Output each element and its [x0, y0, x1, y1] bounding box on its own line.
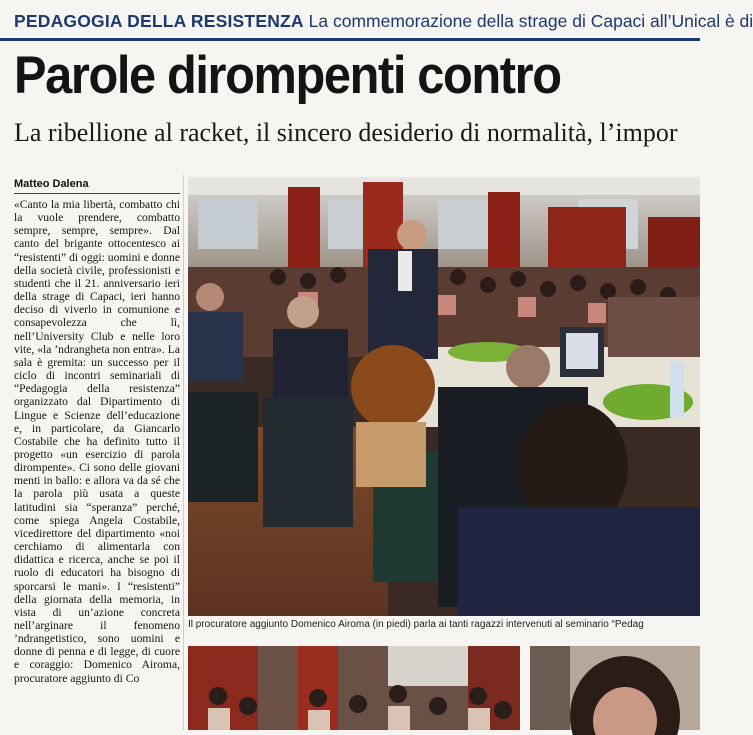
headline: Parole dirompenti contro	[14, 46, 561, 105]
column-divider	[183, 175, 184, 730]
kicker-line	[14, 8, 753, 34]
kicker-topic: La commemorazione della strage di Capaci all’Unical è di	[308, 11, 753, 31]
main-photo	[188, 177, 700, 616]
secondary-photo-students	[188, 646, 520, 730]
section-tag: PEDAGOGIA DELLA RESISTENZA	[14, 11, 304, 31]
secondary-photo-portrait	[530, 646, 700, 730]
byline: Matteo Dalena	[14, 178, 180, 194]
photo-caption: Il procuratore aggiunto Domenico Airoma (in piedi) parla ai tanti ragazzi intervenuti al seminario “Pedag	[188, 619, 644, 630]
subheadline: La ribellione al racket, il sincero desiderio di normalità, l’impor	[14, 118, 678, 147]
article-body: «Canto la mia libertà, combatto chi la vuole prendere, combatto sempre, sempre, sempre». Dal canto del brigante ottocentesco ai “resistenti” di oggi: uomini e donne della società civile, professionisti e studenti che il 21. anniversario ieri della strage di Capaci, ieri hanno deciso di viverlo in comunione e consapevolezza che lì, nell’University Club e nelle loro vite, «la ’ndrangheta non entra». La sala è gremita: un successo per il ciclo di incontri seminariali di “Pedagogia della resistenza” organizzato dal Dipartimento di Lingue e Scienze dell’educazione e, in particolare, da Giancarlo Costabile che ha definito tutto il progetto «un esercizio di parola dirompente». Ci sono delle giovani menti in ballo: e allora va da sé che la parola più usata a queste latitudini sia “speranza” perché, come spiega Angela Costabile, vicedirettore del dipartimento «noi cerchiamo di alimentarla con didattica e ricerca, anche se poi il ruolo di educatori ha bisogno di sporcarsi le mani». I “resistenti” della giornata della memoria, in vista di un’azione concreta nell’arginare il fenomeno ’ndrangetistico, sono uomini e donne di penna e di legge, di cuore e coraggio: Domenico Airoma, procuratore aggiunto di Co	[14, 198, 180, 685]
